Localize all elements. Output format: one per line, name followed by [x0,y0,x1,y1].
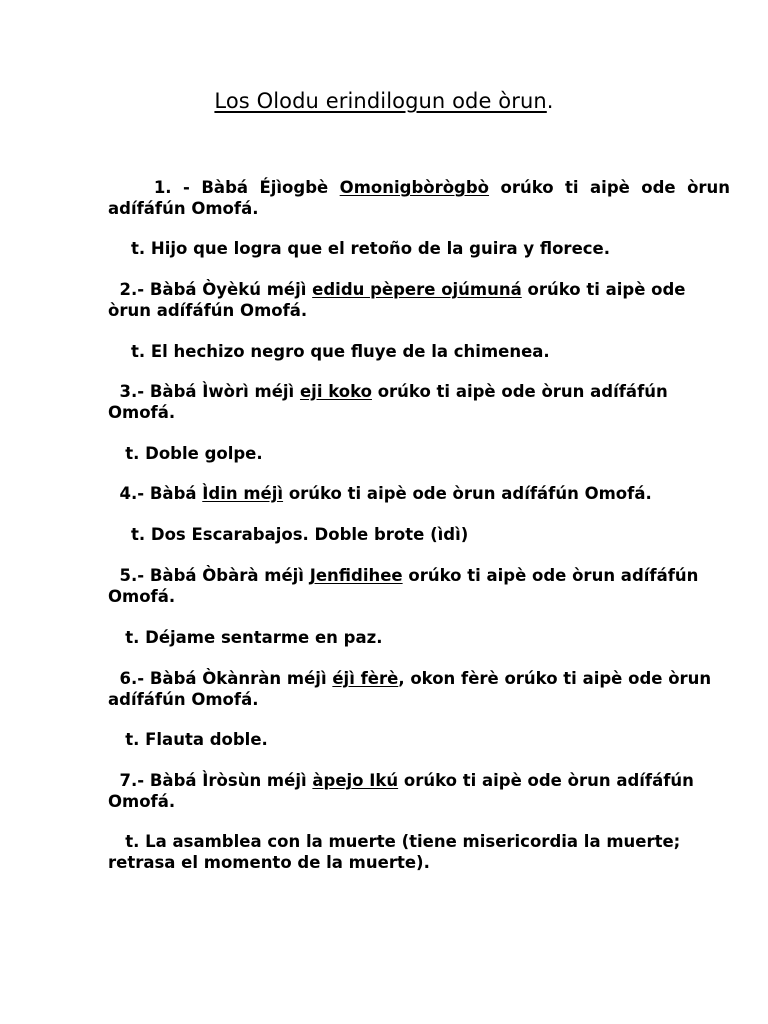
entry-name: Bàbá Ìròsùn méjì [149,771,307,790]
entry-translation: t. Déjame sentarme en paz. [125,628,383,647]
entry-6 [108,668,730,710]
entry-number: 1. - [153,178,190,197]
entry-4 [108,483,730,504]
entry-5 [108,565,730,607]
entry-number: 4.- [119,484,145,503]
entry-number: 3.- [119,382,145,401]
entry-7-translation [108,831,730,873]
entry-rest: orúko ti aipè ode òrun adífáfún Omofá. [108,566,699,606]
entry-term: éjì fèrè [332,669,399,688]
document-title [0,89,768,113]
entry-rest: orúko ti aipè ode òrun adífáfún Omofá. [108,382,668,422]
entry-6-translation [108,729,730,750]
document-title-suffix: . [546,89,554,113]
entry-name: Bàbá Éjìogbè [201,178,329,197]
entry-term: Jenfidihee [309,566,403,585]
entry-translation: t. Dos Escarabajos. Doble brote (ìdì) [130,525,469,544]
entry-rest: , okon fèrè orúko ti aipè ode òrun adífáfún Omofá. [108,669,712,709]
entry-3-translation [108,443,730,464]
entry-number: 7.- [119,771,145,790]
entry-rest: orúko ti aipè ode òrun adífáfún Omofá. [288,484,652,503]
entry-5-translation [108,627,730,648]
entry-number: 2.- [119,280,145,299]
entry-translation: t. Flauta doble. [125,730,268,749]
entry-name: Bàbá Òyèkú méjì [149,280,307,299]
entry-translation: t. La asamblea con la muerte (tiene misericordia la muerte; retrasa el momento de la muerte). [108,832,681,872]
entry-3 [108,381,730,423]
entry-name: Bàbá Òbàrà méjì [149,566,304,585]
entry-term: àpejo Ikú [312,771,399,790]
entry-translation: t. Hijo que logra que el retoño de la guira y florece. [130,239,610,258]
entry-7 [108,770,730,812]
entry-name: Bàbá [149,484,197,503]
entry-number: 6.- [119,669,145,688]
entry-4-translation [108,524,730,545]
entry-rest: orúko ti aipè ode òrun adífáfún Omofá. [108,280,686,320]
entry-1-translation [108,238,730,259]
entry-rest: orúko ti aipè ode òrun adífáfún Omofá. [108,771,694,811]
entry-2-translation [108,341,730,362]
entry-term: Omonigbòrògbò [339,178,490,197]
entry-number: 5.- [119,566,145,585]
document-title-text: Los Olodu erindilogun ode òrun [214,89,547,113]
entry-translation: t. Doble golpe. [125,444,263,463]
entry-2 [108,279,730,321]
entry-term: Ìdin méjì [202,484,284,503]
entry-term: edidu pèpere ojúmuná [312,280,522,299]
entry-translation: t. El hechizo negro que fluye de la chimenea. [130,342,550,361]
entry-name: Bàbá Òkànràn méjì [149,669,327,688]
entry-rest: orúko ti aipè ode òrun adífáfún Omofá. [108,178,731,218]
entry-name: Bàbá Ìwòrì méjì [149,382,295,401]
entry-term: eji koko [299,382,372,401]
entry-1 [108,177,730,219]
